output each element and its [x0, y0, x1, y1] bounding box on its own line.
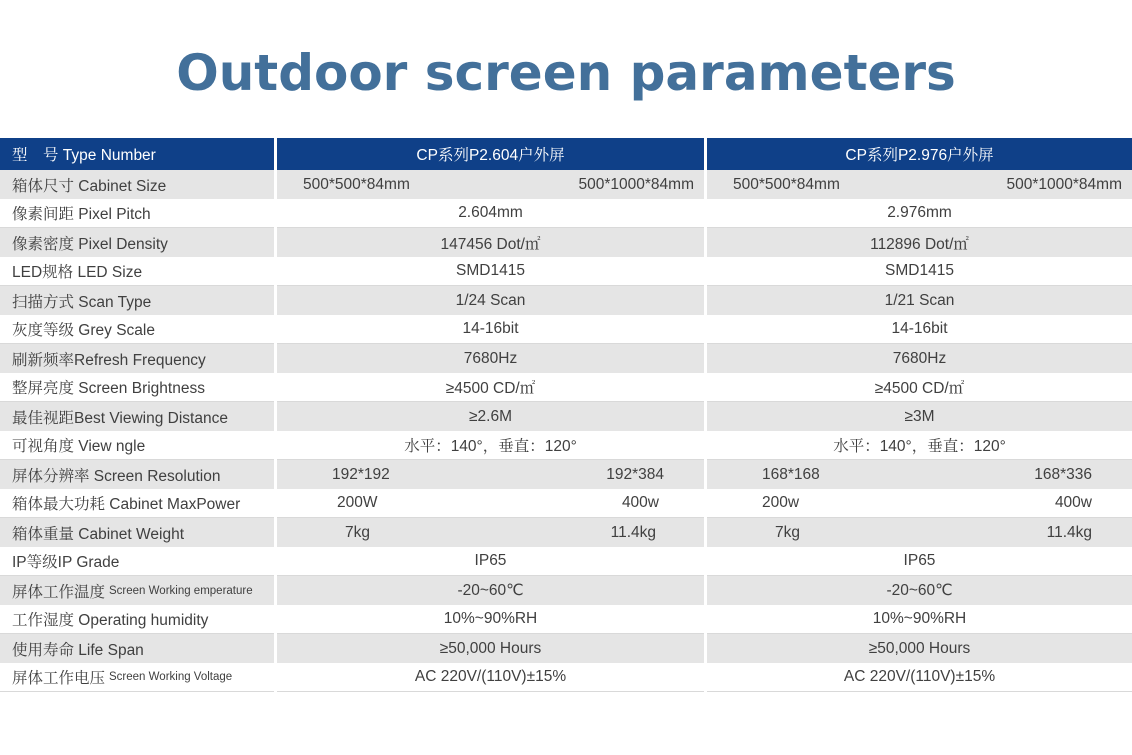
value-cell-a: IP65 — [277, 547, 704, 576]
table-row — [0, 518, 1132, 547]
value-b1: 7kg — [775, 523, 800, 541]
value-b2: 168*336 — [1034, 465, 1092, 483]
value-cell-b: 7680Hz — [707, 344, 1132, 373]
value-cell-b: 2.976mm — [707, 199, 1132, 228]
row-label: 灰度等级 Grey Scale — [0, 315, 274, 344]
value-a1: 192*192 — [332, 465, 390, 483]
value-cell-a: 14-16bit — [277, 315, 704, 344]
row-label: 像素间距 Pixel Pitch — [0, 199, 274, 228]
table-row — [0, 460, 1132, 489]
table-row — [0, 373, 1132, 402]
row-label-main: 屏体工作温度 — [12, 583, 106, 601]
table-row — [0, 199, 1132, 228]
value-cell-b — [707, 518, 1132, 547]
row-label: 整屏亮度 Screen Brightness — [0, 373, 274, 402]
value-cell-b: ≥4500 CD/㎡ — [707, 373, 1132, 402]
table-row — [0, 663, 1132, 692]
value-cell-b: SMD1415 — [707, 257, 1132, 286]
value-cell-a: -20~60℃ — [277, 576, 704, 605]
value-cell-b — [707, 489, 1132, 518]
value-cell-b: 14-16bit — [707, 315, 1132, 344]
value-a2: 192*384 — [606, 465, 664, 483]
value-b2: 11.4kg — [1046, 523, 1092, 541]
table-row — [0, 315, 1132, 344]
table-row — [0, 228, 1132, 257]
value-cell-a: AC 220V/(110V)±15% — [277, 663, 704, 692]
value-cell-b: 10%~90%RH — [707, 605, 1132, 634]
row-label-main: 屏体工作电压 — [12, 670, 106, 687]
table-row — [0, 605, 1132, 634]
row-label — [0, 576, 274, 605]
table-row — [0, 547, 1132, 576]
value-cell-a: SMD1415 — [277, 257, 704, 286]
value-cell-a — [277, 489, 704, 518]
value-a1: 200W — [337, 494, 378, 511]
parameters-table — [0, 138, 1132, 692]
header-col-p2976: CP系列P2.976户外屏 — [707, 138, 1132, 170]
row-label-english: Screen Working emperature — [109, 584, 253, 597]
row-label — [0, 663, 274, 692]
value-a1: 7kg — [345, 523, 370, 541]
value-b1: 500*500*84mm — [733, 175, 840, 193]
value-cell-a: 7680Hz — [277, 344, 704, 373]
table-row — [0, 431, 1132, 460]
table-row — [0, 634, 1132, 663]
value-cell-b: 水平：140°，垂直：120° — [707, 431, 1132, 460]
value-cell-b — [707, 170, 1132, 199]
value-b2: 400w — [1054, 494, 1092, 511]
row-label: 工作湿度 Operating humidity — [0, 605, 274, 634]
table-row — [0, 344, 1132, 373]
row-label: 箱体尺寸 Cabinet Size — [0, 170, 274, 199]
header-col-p2604: CP系列P2.604户外屏 — [277, 138, 704, 170]
value-cell-b: ≥3M — [707, 402, 1132, 431]
value-a1: 500*500*84mm — [303, 175, 410, 193]
value-cell-a: 2.604mm — [277, 199, 704, 228]
value-cell-a — [277, 518, 704, 547]
value-cell-a: 水平：140°，垂直：120° — [277, 431, 704, 460]
header-type-number: 型 号 Type Number — [0, 138, 274, 170]
table-row — [0, 286, 1132, 315]
value-cell-b — [707, 460, 1132, 489]
table-row — [0, 576, 1132, 605]
value-cell-b: ≥50,000 Hours — [707, 634, 1132, 663]
row-label: IP等级IP Grade — [0, 547, 274, 576]
value-cell-b: AC 220V/(110V)±15% — [707, 663, 1132, 692]
value-cell-a: ≥50,000 Hours — [277, 634, 704, 663]
table-row — [0, 170, 1132, 199]
table-row — [0, 489, 1132, 518]
value-cell-a: ≥4500 CD/㎡ — [277, 373, 704, 402]
value-cell-b: 1/21 Scan — [707, 286, 1132, 315]
value-b1: 200w — [762, 494, 800, 511]
value-cell-a: 10%~90%RH — [277, 605, 704, 634]
table-row — [0, 257, 1132, 286]
value-a2: 400w — [621, 494, 659, 511]
value-cell-a: 147456 Dot/㎡ — [277, 228, 704, 257]
row-label: LED规格 LED Size — [0, 257, 274, 286]
value-cell-b: -20~60℃ — [707, 576, 1132, 605]
row-label: 箱体重量 Cabinet Weight — [0, 518, 274, 547]
table-header-row — [0, 138, 1132, 170]
row-label: 最佳视距Best Viewing Distance — [0, 402, 274, 431]
row-label-english: Screen Working Voltage — [109, 671, 233, 683]
page-title: Outdoor screen parameters — [176, 44, 956, 102]
value-cell-a: 1/24 Scan — [277, 286, 704, 315]
row-label: 刷新频率Refresh Frequency — [0, 344, 274, 373]
value-cell-a — [277, 170, 704, 199]
row-label: 屏体分辨率 Screen Resolution — [0, 460, 274, 489]
row-label: 箱体最大功耗 Cabinet MaxPower — [0, 489, 274, 518]
value-cell-b: 112896 Dot/㎡ — [707, 228, 1132, 257]
row-label: 像素密度 Pixel Density — [0, 228, 274, 257]
row-label: 使用寿命 Life Span — [0, 634, 274, 663]
value-b2: 500*1000*84mm — [1006, 175, 1122, 193]
value-cell-b: IP65 — [707, 547, 1132, 576]
value-cell-a — [277, 460, 704, 489]
row-label: 扫描方式 Scan Type — [0, 286, 274, 315]
row-label: 可视角度 View ngle — [0, 431, 274, 460]
value-cell-a: ≥2.6M — [277, 402, 704, 431]
value-b1: 168*168 — [762, 465, 820, 483]
value-a2: 11.4kg — [610, 523, 656, 541]
table-row — [0, 402, 1132, 431]
value-a2: 500*1000*84mm — [578, 175, 694, 193]
